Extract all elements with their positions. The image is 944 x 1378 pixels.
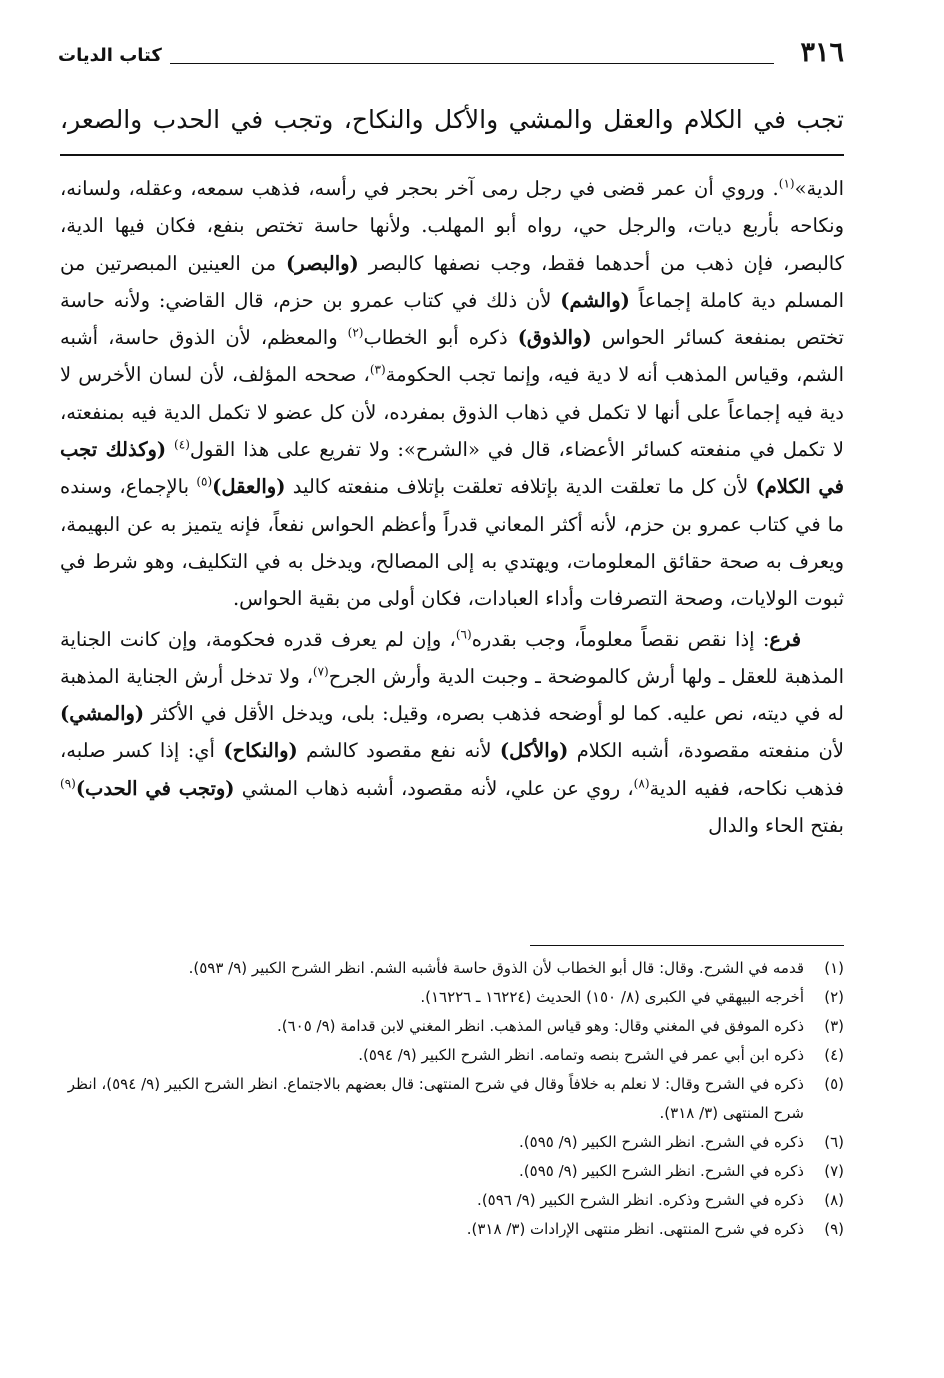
- commentary-text: ، صححه المؤلف، لأن لسان الأخرس لا دية فيه إجماعاً على أنها لا تكمل في ذهاب الذوق بمفرده، لأن كل عضو لا تكمل الدية فيه بمنفعته، لا تكمل في منفعته كسائر الأعضاء، قال في «الشرح»: ولا تفريع على هذا القول: [60, 363, 844, 462]
- footnote-marker: (٩): [60, 776, 76, 791]
- commentary-body: [60, 170, 844, 844]
- quoted-matn: (والذوق): [517, 326, 592, 350]
- commentary-text: لأن كل ما تعلقت الدية بإتلافه تعلقت بإتلاف منفعته كاليد: [285, 475, 756, 499]
- footnote-number: (٣): [824, 1017, 844, 1035]
- footnote-number: (٧): [824, 1162, 844, 1180]
- matn-box: [60, 96, 844, 156]
- footnote-number: (٨): [824, 1191, 844, 1209]
- footnote-text: ذكره في الشرح وقال: لا نعلم به خلافاً وقال في شرح المنتهى: قال بعضهم بالاجتماع. انظر الشرح الكبير (٩/ ٥٩٤)، انظر شرح المنتهى (٣/ ٣١٨).: [67, 1075, 804, 1122]
- page-number: ٣١٦: [800, 37, 844, 68]
- footnote: [60, 954, 844, 983]
- commentary-paragraph: [60, 170, 844, 618]
- footnote-marker: (٢): [347, 325, 364, 340]
- footnote-number: (٤): [824, 1046, 844, 1064]
- commentary-text: بالإجماع، وسنده ما في كتاب عمرو بن حزم، لأنه أكثر المعاني قدراً وأعظم الحواس نفعاً، فإنه يتميز به عن البهيمة، ويعرف به صحة حقائق المعلومات، ويهتدي به إلى المصالح، ويدخل به في التكليف، وهو شرط في ثبوت الولايات، وصحة التصرفات وأداء العبادات، فكان أولى من بقية الحواس.: [60, 475, 844, 611]
- quoted-matn: (والأكل): [499, 739, 569, 763]
- quoted-matn: فرع: [769, 627, 802, 651]
- footnote-number: (٥): [824, 1075, 844, 1093]
- footnote-marker: (٧): [312, 664, 329, 679]
- page-header: [58, 36, 844, 72]
- footnote-number: (١): [824, 959, 844, 977]
- footnote-marker: (٦): [455, 627, 472, 642]
- quoted-matn: (والشم): [560, 288, 630, 312]
- footnote: [60, 1186, 844, 1215]
- footnote-number: (٩): [824, 1220, 844, 1238]
- commentary-text: لأن ذلك في كتاب عمرو بن حزم، قال القاضي: ولأنه حاسة تختص بمنفعة كسائر الحواس: [60, 288, 844, 350]
- commentary-text: ، ولا تدخل أرش الجناية المذهبة له في ديته، نص عليه. كما لو أوضحه فذهب بصره، وقيل: بلى، ويدخل الأقل في الأكثر: [60, 664, 844, 726]
- footnote-text: أخرجه البيهقي في الكبرى (٨/ ١٥٠) الحديث (١٦٢٢٤ ـ ١٦٢٢٦).: [420, 988, 804, 1006]
- commentary-text: والمعظم، لأن الذوق حاسة، أشبه الشم، وقياس المذهب أنه لا دية فيه، وإنما تجب الحكومة: [60, 326, 844, 387]
- footnote-marker: (١): [778, 176, 795, 191]
- quoted-matn: (والنكاح): [223, 739, 298, 763]
- quoted-matn: (وكذلك تجب في الكلام): [60, 438, 844, 499]
- commentary-text: ، وإن لم يعرف قدره فحكومة، وإن كانت الجناية المذهبة للعقل ـ ولها أرش كالموضحة ـ وجبت الدية وأرش الجرح: [60, 627, 844, 688]
- footnotes: [60, 954, 844, 1244]
- running-title: كتاب الديات: [58, 45, 162, 66]
- commentary-text: من العينين المبصرتين من المسلم دية كاملة إجماعاً: [60, 251, 844, 312]
- footnote-text: ذكره في الشرح وذكره. انظر الشرح الكبير (٩/ ٥٩٦).: [477, 1191, 804, 1209]
- commentary-text: [166, 438, 174, 461]
- footnote: [60, 983, 844, 1012]
- commentary-text: أي: إذا كسر صلبه، فذهب نكاحه، ففيه الدية: [60, 739, 844, 800]
- footnote-marker: (٣): [369, 362, 386, 377]
- commentary-text: . وروي أن عمر قضى في رجل رمى آخر بحجر في رأسه، فذهب سمعه، وعقله، ولسانه، ونكاحه بأربع ديات، والرجل حي، رواه أبو المهلب. ولأنها حاسة تختص بنفع، فكان فيها الدية، كالبصر، فإن ذهب من أحدهما فقط، وجب نصفها كالبصر: [60, 177, 844, 275]
- footnote-text: قدمه في الشرح. وقال: قال أبو الخطاب لأن الذوق حاسة فأشبه الشم. انظر الشرح الكبير (٩/ ٥٩٣).: [188, 959, 804, 977]
- quoted-matn: (والبصر): [285, 251, 359, 275]
- commentary-text: الدية»: [794, 177, 844, 200]
- commentary-text: ذكره أبو الخطاب: [363, 326, 518, 350]
- footnote: [60, 1070, 844, 1128]
- quoted-matn: (والعقل): [212, 475, 286, 499]
- quoted-matn: (والمشي): [60, 702, 145, 726]
- commentary-text: بفتح الحاء والدال: [708, 814, 844, 838]
- footnote-marker: (٨): [633, 776, 650, 791]
- footnote-text: ذكره ابن أبي عمر في الشرح بنصه وتمامه. انظر الشرح الكبير (٩/ ٥٩٤).: [358, 1046, 804, 1064]
- commentary-paragraph: [60, 621, 844, 845]
- commentary-text: لأنه نفع مقصود كالشم: [297, 739, 500, 763]
- header-rule: [170, 63, 774, 64]
- footnote-text: ذكره في الشرح. انظر الشرح الكبير (٩/ ٥٩٥).: [519, 1133, 804, 1151]
- footnote-separator: [530, 945, 844, 946]
- footnote: [60, 1128, 844, 1157]
- footnote-marker: (٤): [174, 437, 190, 452]
- footnote: [60, 1157, 844, 1186]
- matn-text: تجب في الكلام والعقل والمشي والأكل والنكاح، وتجب في الحدب والصعر،: [60, 105, 844, 134]
- footnote-text: ذكره في شرح المنتهى. انظر منتهى الإرادات (٣/ ٣١٨).: [466, 1220, 804, 1238]
- footnote: [60, 1041, 844, 1070]
- commentary-text: : إذا نقص نقصاً معلوماً، وجب بقدره: [471, 627, 770, 651]
- footnote-text: ذكره الموفق في المغني وقال: وهو قياس المذهب. انظر المغني لابن قدامة (٩/ ٦٠٥).: [276, 1017, 804, 1035]
- footnote-number: (٢): [824, 988, 844, 1006]
- footnote: [60, 1012, 844, 1041]
- footnote-number: (٦): [824, 1133, 844, 1151]
- commentary-text: ، روي عن علي، لأنه مقصود، أشبه ذهاب المشي: [234, 776, 634, 800]
- commentary-text: لأن منفعته مقصودة، أشبه الكلام: [568, 739, 845, 763]
- footnote: [60, 1215, 844, 1244]
- quoted-matn: (وتجب في الحدب): [75, 776, 235, 800]
- footnote-marker: (٥): [196, 474, 213, 489]
- footnote-text: ذكره في الشرح. انظر الشرح الكبير (٩/ ٥٩٥).: [519, 1162, 804, 1180]
